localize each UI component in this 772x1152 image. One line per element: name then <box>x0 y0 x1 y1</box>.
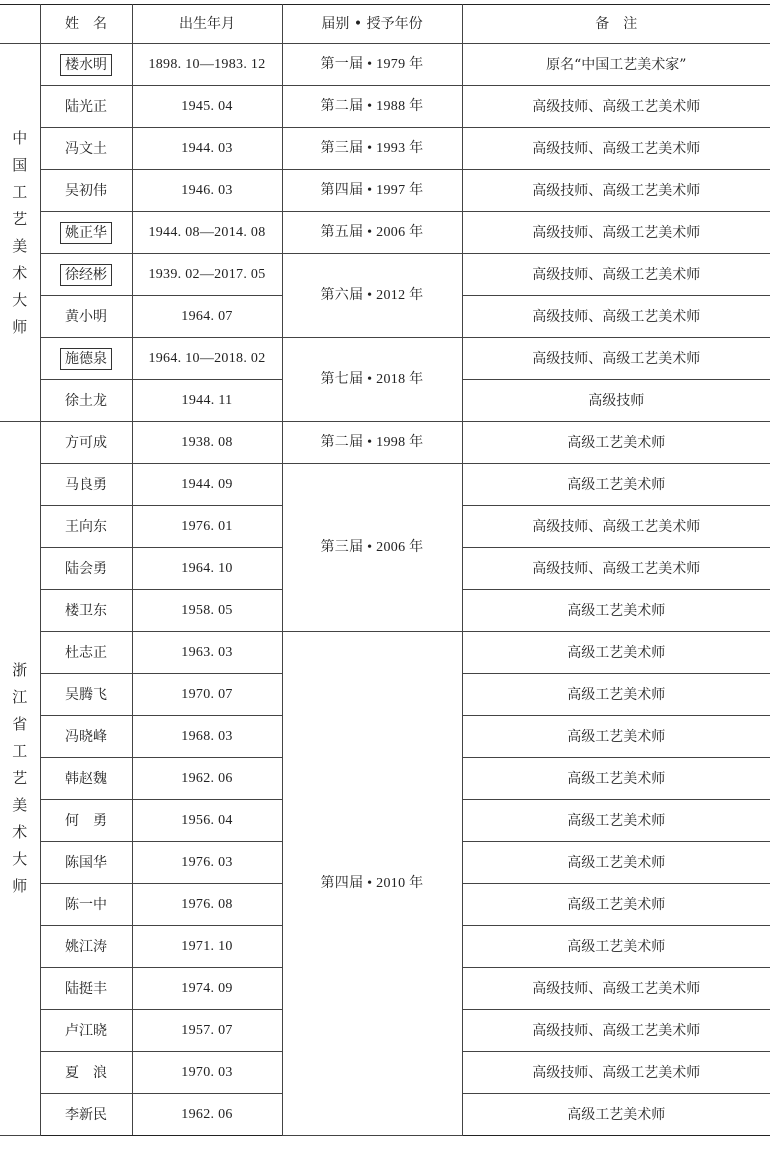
birth-cell: 1964. 10—2018. 02 <box>132 338 282 380</box>
person-name: 王向东 <box>65 518 107 535</box>
birth-cell: 1974. 09 <box>132 968 282 1010</box>
note-cell: 高级工艺美术师 <box>462 884 770 926</box>
birth-cell: 1945. 04 <box>132 86 282 128</box>
person-name: 楼卫东 <box>65 602 107 619</box>
session-cell: 第三届 • 1993 年 <box>282 128 462 170</box>
category-cell <box>0 422 40 1136</box>
category-cell <box>0 44 40 422</box>
note-cell: 高级技师、高级工艺美术师 <box>462 968 770 1010</box>
note-cell: 高级技师 <box>462 380 770 422</box>
note-cell: 高级技师、高级工艺美术师 <box>462 254 770 296</box>
person-name: 冯晓峰 <box>65 728 107 745</box>
name-cell <box>40 884 132 926</box>
birth-cell: 1946. 03 <box>132 170 282 212</box>
person-name: 吴腾飞 <box>65 686 107 703</box>
table-row <box>0 338 770 380</box>
note-cell: 高级工艺美术师 <box>462 926 770 968</box>
person-name: 徐经彬 <box>60 264 112 286</box>
person-name: 徐土龙 <box>65 392 107 409</box>
name-cell <box>40 1010 132 1052</box>
table-row <box>0 128 770 170</box>
note-cell: 高级技师、高级工艺美术师 <box>462 86 770 128</box>
note-cell: 高级工艺美术师 <box>462 590 770 632</box>
birth-cell: 1898. 10—1983. 12 <box>132 44 282 86</box>
name-cell <box>40 968 132 1010</box>
note-cell: 高级技师、高级工艺美术师 <box>462 548 770 590</box>
person-name: 方可成 <box>65 434 107 451</box>
name-cell <box>40 254 132 296</box>
birth-cell: 1957. 07 <box>132 1010 282 1052</box>
person-name: 吴初伟 <box>65 182 107 199</box>
birth-cell: 1962. 06 <box>132 1094 282 1136</box>
birth-cell: 1971. 10 <box>132 926 282 968</box>
name-cell <box>40 380 132 422</box>
name-cell <box>40 212 132 254</box>
birth-cell: 1938. 08 <box>132 422 282 464</box>
birth-cell: 1968. 03 <box>132 716 282 758</box>
person-name: 韩赵魏 <box>65 770 107 787</box>
session-cell: 第七届 • 2018 年 <box>282 338 462 422</box>
note-cell: 高级技师、高级工艺美术师 <box>462 506 770 548</box>
name-cell <box>40 716 132 758</box>
person-name: 夏 浪 <box>65 1064 107 1081</box>
note-cell: 高级工艺美术师 <box>462 758 770 800</box>
session-cell: 第二届 • 1998 年 <box>282 422 462 464</box>
note-cell: 高级工艺美术师 <box>462 422 770 464</box>
masters-table <box>0 4 770 1136</box>
person-name: 黄小明 <box>65 308 107 325</box>
name-cell <box>40 338 132 380</box>
note-cell: 原名“中国工艺美术家” <box>462 44 770 86</box>
table-row <box>0 170 770 212</box>
birth-cell: 1962. 06 <box>132 758 282 800</box>
person-name: 陆挺丰 <box>65 980 107 997</box>
birth-cell: 1964. 07 <box>132 296 282 338</box>
name-cell <box>40 842 132 884</box>
birth-cell: 1944. 11 <box>132 380 282 422</box>
birth-cell: 1963. 03 <box>132 632 282 674</box>
note-cell: 高级工艺美术师 <box>462 800 770 842</box>
table-row <box>0 254 770 296</box>
birth-cell: 1976. 03 <box>132 842 282 884</box>
person-name: 杜志正 <box>65 644 107 661</box>
name-cell <box>40 632 132 674</box>
note-cell: 高级技师、高级工艺美术师 <box>462 128 770 170</box>
name-cell <box>40 800 132 842</box>
person-name: 冯文土 <box>65 140 107 157</box>
category-label: 浙江省工艺美术大师 <box>12 661 28 895</box>
birth-cell: 1939. 02—2017. 05 <box>132 254 282 296</box>
person-name: 李新民 <box>65 1106 107 1123</box>
person-name: 楼水明 <box>60 54 112 76</box>
birth-cell: 1970. 07 <box>132 674 282 716</box>
name-cell <box>40 128 132 170</box>
person-name: 何 勇 <box>65 812 107 829</box>
birth-cell: 1970. 03 <box>132 1052 282 1094</box>
session-cell: 第四届 • 1997 年 <box>282 170 462 212</box>
session-cell: 第六届 • 2012 年 <box>282 254 462 338</box>
table-row <box>0 44 770 86</box>
note-cell: 高级技师、高级工艺美术师 <box>462 338 770 380</box>
name-cell <box>40 758 132 800</box>
name-cell <box>40 1052 132 1094</box>
session-cell: 第二届 • 1988 年 <box>282 86 462 128</box>
note-cell: 高级工艺美术师 <box>462 842 770 884</box>
header-birth: 出生年月 <box>132 5 282 44</box>
name-cell <box>40 296 132 338</box>
table-row <box>0 632 770 674</box>
person-name: 陆会勇 <box>65 560 107 577</box>
table-row <box>0 86 770 128</box>
person-name: 姚江涛 <box>65 938 107 955</box>
name-cell <box>40 170 132 212</box>
person-name: 施德泉 <box>60 348 112 370</box>
header-note: 备 注 <box>462 5 770 44</box>
session-cell: 第五届 • 2006 年 <box>282 212 462 254</box>
session-cell: 第四届 • 2010 年 <box>282 632 462 1136</box>
note-cell: 高级技师、高级工艺美术师 <box>462 212 770 254</box>
person-name: 马良勇 <box>65 476 107 493</box>
table-row <box>0 422 770 464</box>
header-row <box>0 5 770 44</box>
note-cell: 高级工艺美术师 <box>462 716 770 758</box>
birth-cell: 1976. 08 <box>132 884 282 926</box>
name-cell <box>40 44 132 86</box>
name-cell <box>40 674 132 716</box>
header-session: 届别 • 授予年份 <box>282 5 462 44</box>
birth-cell: 1944. 03 <box>132 128 282 170</box>
note-cell: 高级工艺美术师 <box>462 1094 770 1136</box>
header-name: 姓 名 <box>40 5 132 44</box>
birth-cell: 1944. 09 <box>132 464 282 506</box>
name-cell <box>40 926 132 968</box>
note-cell: 高级技师、高级工艺美术师 <box>462 1052 770 1094</box>
note-cell: 高级技师、高级工艺美术师 <box>462 170 770 212</box>
name-cell <box>40 422 132 464</box>
name-cell <box>40 464 132 506</box>
birth-cell: 1958. 05 <box>132 590 282 632</box>
header-category <box>0 5 40 44</box>
name-cell <box>40 1094 132 1136</box>
note-cell: 高级工艺美术师 <box>462 464 770 506</box>
person-name: 陆光正 <box>65 98 107 115</box>
table-row <box>0 212 770 254</box>
person-name: 卢江晓 <box>65 1022 107 1039</box>
note-cell: 高级工艺美术师 <box>462 632 770 674</box>
person-name: 陈国华 <box>65 854 107 871</box>
person-name: 姚正华 <box>60 222 112 244</box>
note-cell: 高级技师、高级工艺美术师 <box>462 1010 770 1052</box>
table-row <box>0 464 770 506</box>
note-cell: 高级工艺美术师 <box>462 674 770 716</box>
name-cell <box>40 86 132 128</box>
note-cell: 高级技师、高级工艺美术师 <box>462 296 770 338</box>
person-name: 陈一中 <box>65 896 107 913</box>
birth-cell: 1956. 04 <box>132 800 282 842</box>
name-cell <box>40 506 132 548</box>
birth-cell: 1976. 01 <box>132 506 282 548</box>
category-label: 中国工艺美术大师 <box>12 128 28 336</box>
birth-cell: 1964. 10 <box>132 548 282 590</box>
birth-cell: 1944. 08—2014. 08 <box>132 212 282 254</box>
name-cell <box>40 590 132 632</box>
name-cell <box>40 548 132 590</box>
session-cell: 第一届 • 1979 年 <box>282 44 462 86</box>
session-cell: 第三届 • 2006 年 <box>282 464 462 632</box>
